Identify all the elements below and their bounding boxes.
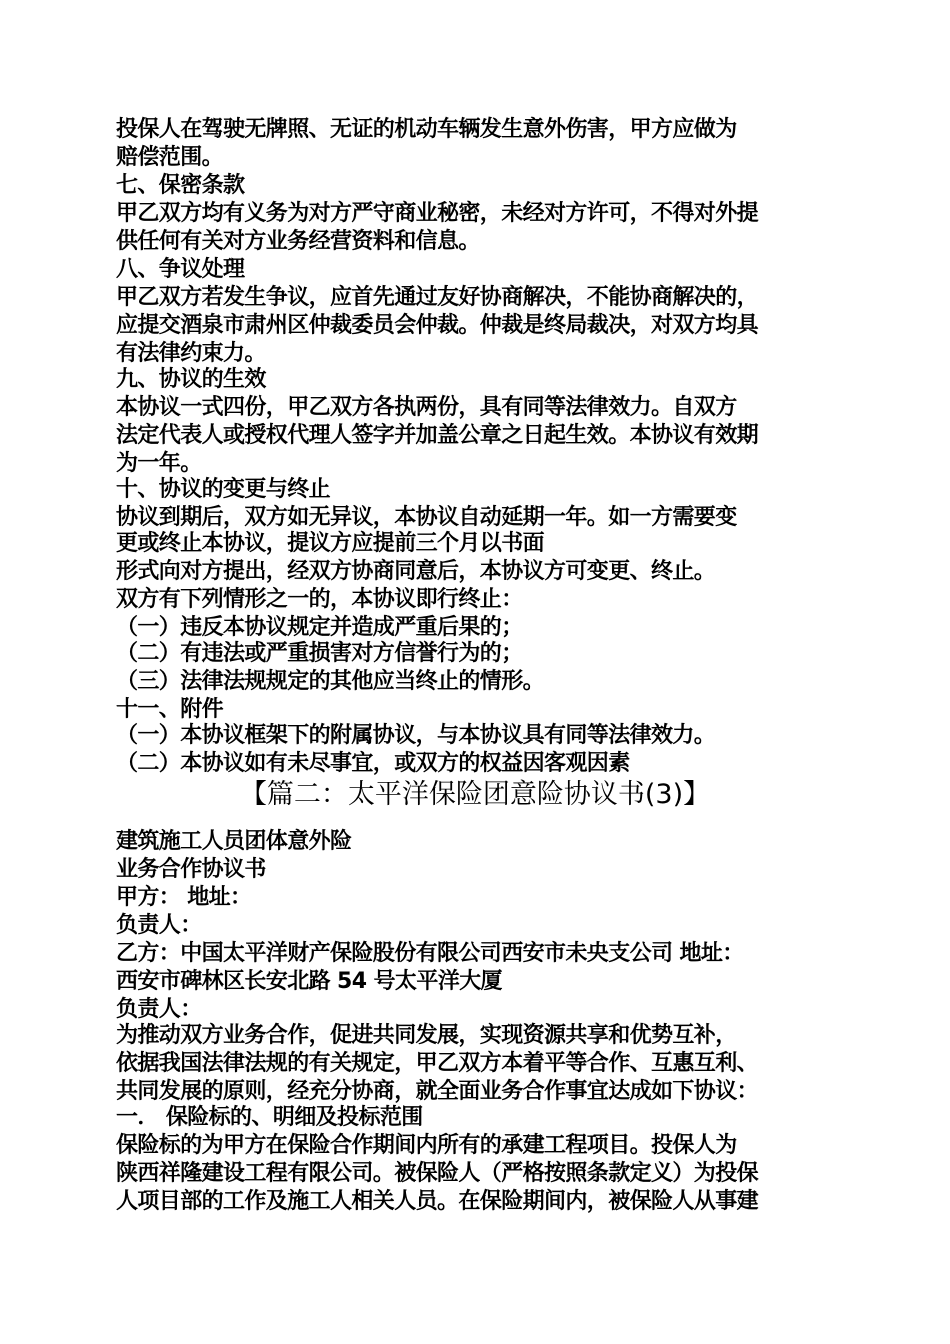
body-text-line: 陕西祥隆建设工程有限公司。被保险人（严格按照条款定义）为投保 [116, 1161, 759, 1186]
body-text-line: 协议到期后，双方如无异议，本协议自动延期一年。如一方需要变 [116, 505, 737, 530]
body-text-line: 西安市碑林区长安北路 54 号太平洋大厦 [116, 969, 502, 994]
section-heading: 一． 保险标的、明细及投标范围 [116, 1105, 423, 1130]
list-item: （三）法律法规规定的其他应当终止的情形。 [116, 669, 545, 694]
section-heading: 十一、附件 [116, 697, 224, 722]
body-text-line: 双方有下列情形之一的，本协议即行终止： [116, 587, 523, 612]
doc-heading: 建筑施工人员团体意外险 [116, 829, 352, 854]
body-text-line: 本协议一式四份，甲乙双方各执两份，具有同等法律效力。自双方 [116, 395, 737, 420]
body-text-line: 甲乙双方均有义务为对方严守商业秘密，未经对方许可，不得对外提 [116, 201, 759, 226]
body-text-line: 有法律约束力。 [116, 341, 266, 366]
section-heading: 十、协议的变更与终止 [116, 477, 331, 502]
doc-heading: 业务合作协议书 [116, 857, 266, 882]
body-text-line: 负责人： [116, 913, 202, 938]
body-text-line: 为推动双方业务合作，促进共同发展，实现资源共享和优势互补， [116, 1023, 737, 1048]
body-text-line: 法定代表人或授权代理人签字并加盖公章之日起生效。本协议有效期 [116, 423, 759, 448]
body-text-line: 更或终止本协议，提议方应提前三个月以书面 [116, 531, 545, 556]
body-text-line: 乙方：中国太平洋财产保险股份有限公司西安市未央支公司 地址： [116, 941, 744, 966]
body-text-line: 赔偿范围。 [116, 145, 224, 170]
body-text-line: 人项目部的工作及施工人相关人员。在保险期间内，被保险人从事建 [116, 1189, 759, 1214]
list-item: （二）本协议如有未尽事宜，或双方的权益因客观因素 [116, 751, 630, 776]
section-heading: 七、保密条款 [116, 173, 245, 198]
body-text-line: 为一年。 [116, 451, 202, 476]
body-text-line: 共同发展的原则，经充分协商，就全面业务合作事宜达成如下协议： [116, 1079, 759, 1104]
body-text-line: 形式向对方提出，经双方协商同意后，本协议方可变更、终止。 [116, 559, 716, 584]
body-text-line: 投保人在驾驶无牌照、无证的机动车辆发生意外伤害，甲方应做为 [116, 117, 737, 142]
body-text-line: 甲乙双方若发生争议，应首先通过友好协商解决，不能协商解决的， [116, 285, 759, 310]
section-heading: 八、争议处理 [116, 257, 245, 282]
body-text-line: 甲方： 地址： [116, 885, 252, 910]
body-text-line: 依据我国法律法规的有关规定，甲乙双方本着平等合作、互惠互利、 [116, 1051, 759, 1076]
list-item: （一）违反本协议规定并造成严重后果的； [116, 615, 523, 640]
list-item: （一）本协议框架下的附属协议，与本协议具有同等法律效力。 [116, 723, 716, 748]
section-title: 【篇二：太平洋保险团意险协议书(3)】 [239, 779, 711, 810]
body-text-line: 负责人： [116, 997, 202, 1022]
body-text-line: 保险标的为甲方在保险合作期间内所有的承建工程项目。投保人为 [116, 1133, 737, 1158]
list-item: （二）有违法或严重损害对方信誉行为的； [116, 641, 523, 666]
section-heading: 九、协议的生效 [116, 367, 266, 392]
body-text-line: 供任何有关对方业务经营资料和信息。 [116, 229, 480, 254]
body-text-line: 应提交酒泉市肃州区仲裁委员会仲裁。仲裁是终局裁决，对双方均具 [116, 313, 759, 338]
